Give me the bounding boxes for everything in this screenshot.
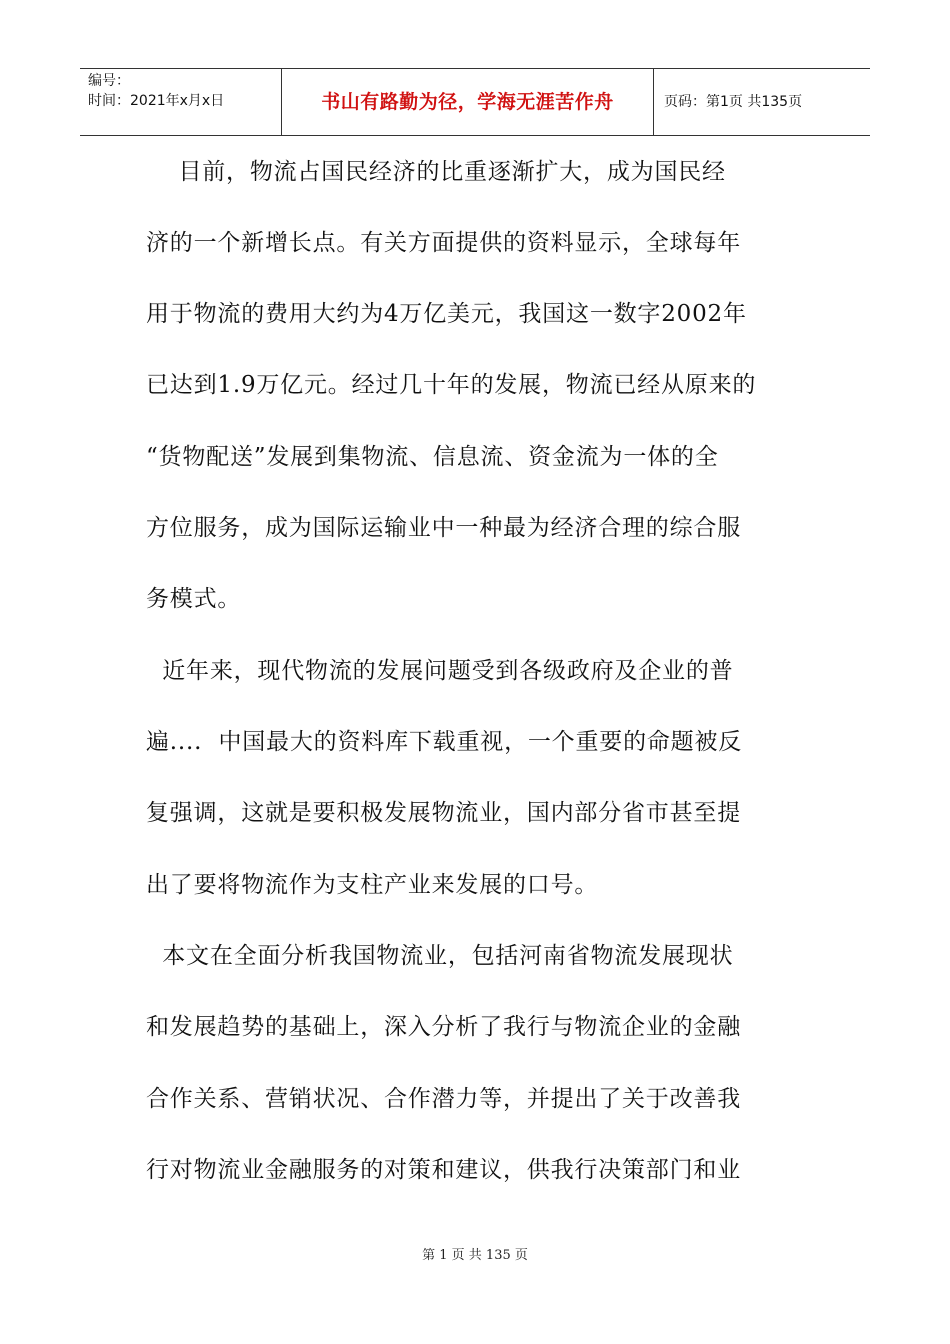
body-line: “货物配送”发展到集物流、信息流、资金流为一体的全 — [146, 444, 719, 470]
body-line: 方位服务，成为国际运输业中一种最为经济合理的综合服 — [146, 515, 741, 541]
number-label: 编号： — [88, 73, 130, 89]
body-line: 用于物流的费用大约为4万亿美元，我国这一数字2002年 — [146, 301, 747, 327]
body-line: 本文在全面分析我国物流业，包括河南省物流发展现状 — [146, 943, 734, 969]
header-meta-cell — [80, 69, 282, 135]
body-line: 合作关系、营销状况、合作潜力等，并提出了关于改善我 — [146, 1086, 741, 1112]
body-line: 目前，物流占国民经济的比重逐渐扩大，成为国民经 — [146, 159, 726, 185]
body-line: 济的一个新增长点。有关方面提供的资料显示，全球每年 — [146, 230, 741, 256]
body-line: 近年来，现代物流的发展问题受到各级政府及企业的普 — [146, 658, 734, 684]
document-header — [80, 68, 870, 136]
header-motto: 书山有路勤为径，学海无涯苦作舟 — [282, 69, 654, 135]
body-line: 和发展趋势的基础上，深入分析了我行与物流企业的金融 — [146, 1014, 741, 1040]
body-line: 遍.... 中国最大的资料库下载重视，一个重要的命题被反 — [146, 729, 743, 755]
body-line: 已达到1.9万亿元。经过几十年的发展，物流已经从原来的 — [146, 372, 757, 398]
body-line: 复强调，这就是要积极发展物流业，国内部分省市甚至提 — [146, 800, 741, 826]
date-label: 时间：2021年x月x日 — [88, 93, 225, 109]
page-footer: 第 1 页 共 135 页 — [422, 1248, 528, 1263]
body-line: 出了要将物流作为支柱产业来发展的口号。 — [146, 872, 599, 898]
body-line: 务模式。 — [146, 586, 242, 612]
body-line: 行对物流业金融服务的对策和建议，供我行决策部门和业 — [146, 1157, 741, 1183]
header-page-info: 页码：第1页 共135页 — [664, 94, 803, 110]
